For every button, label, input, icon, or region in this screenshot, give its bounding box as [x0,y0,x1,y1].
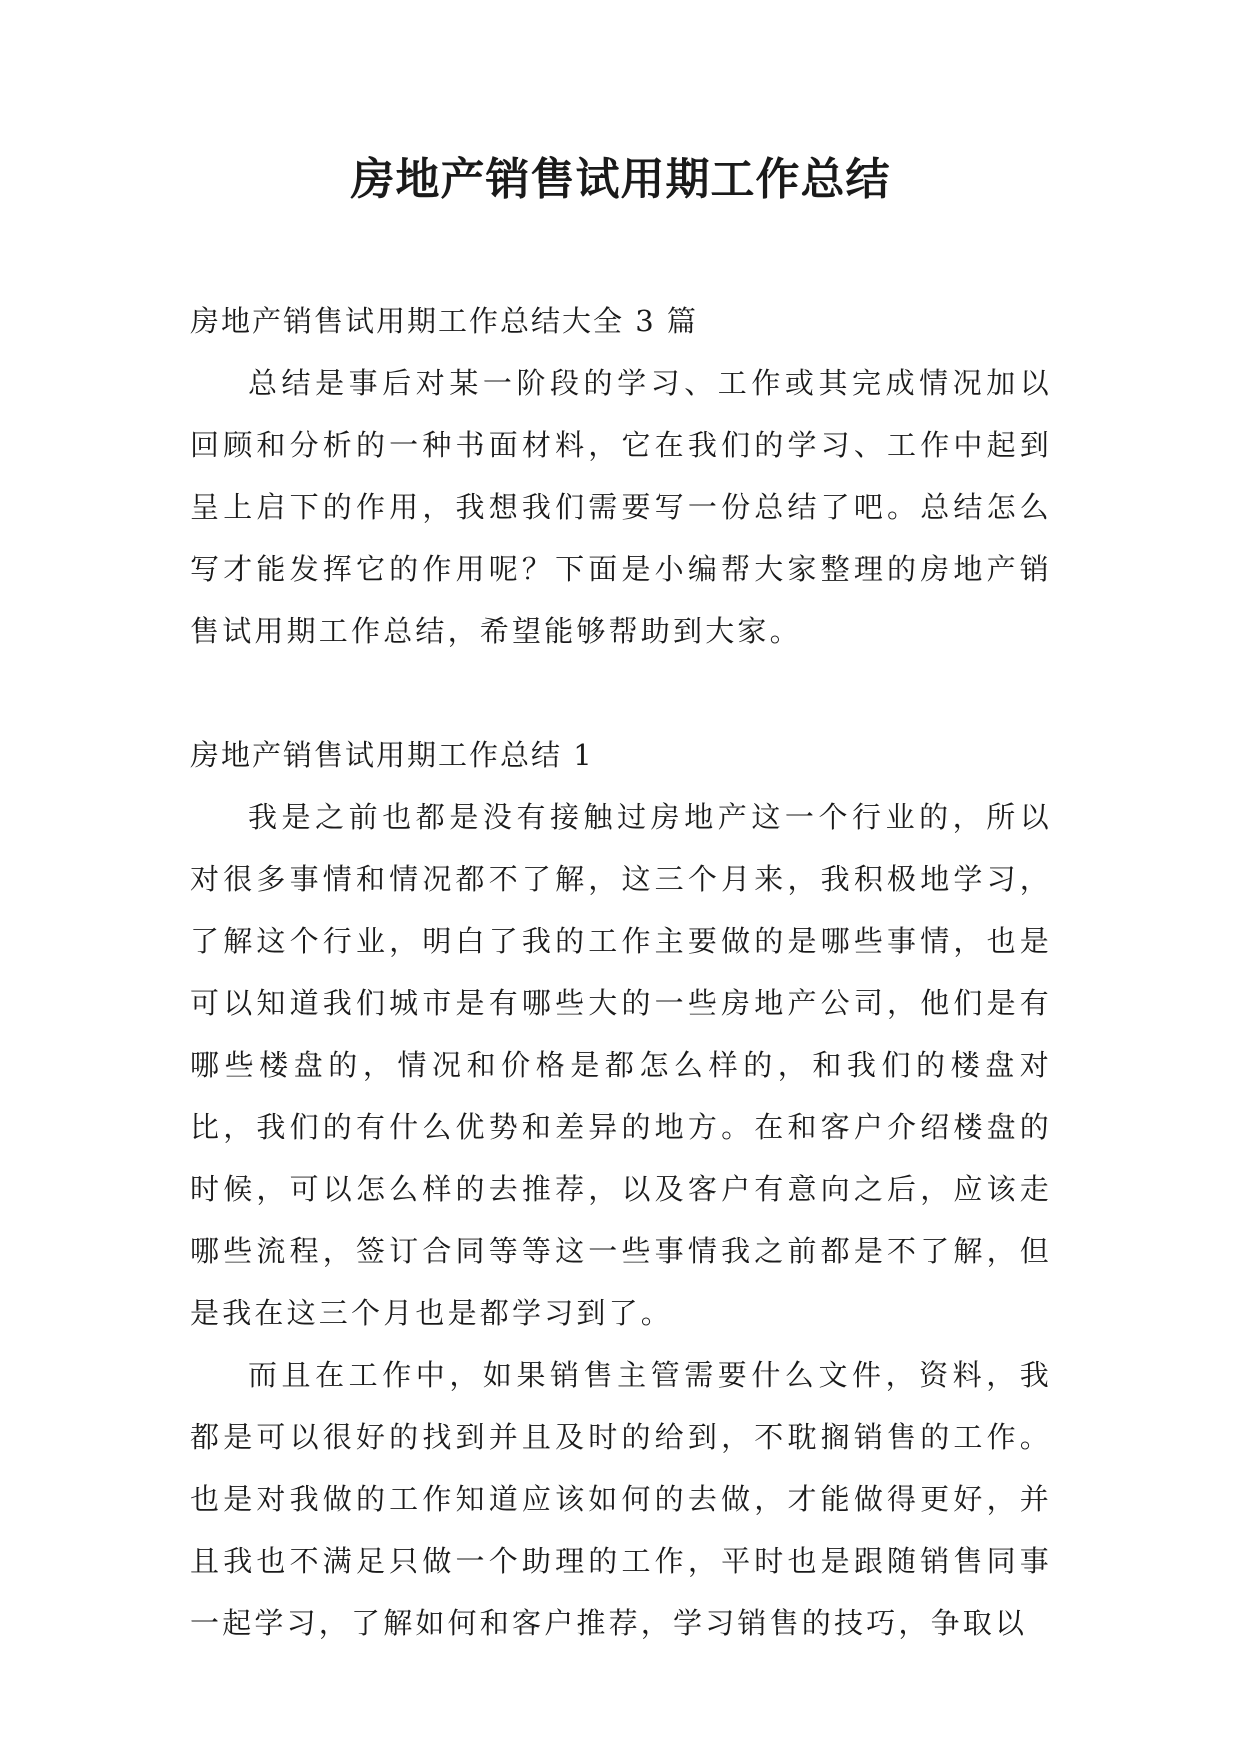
section-heading: 房地产销售试用期工作总结 1 [190,738,594,772]
section-paragraph-2: 而且在工作中，如果销售主管需要什么文件，资料，我都是可以很好的找到并且及时的给到，不耽搁销售的工作。也是对我做的工作知道应该如何的去做，才能做得更好，并且我也不满足只做一个助理的工作，平时也是跟随销售同事一起学习，了解如何和客户推荐，学习销售的技巧，争取以 [190,1358,1052,1640]
document-title: 房地产销售试用期工作总结 [350,154,891,205]
section-spacer [190,662,1052,724]
intro-paragraph: 总结是事后对某一阶段的学习、工作或其完成情况加以回顾和分析的一种书面材料，它在我们的学习、工作中起到呈上启下的作用，我想我们需要写一份总结了吧。总结怎么写才能发挥它的作用呢？下面是小编帮大家整理的房地产销售试用期工作总结，希望能够帮助到大家。 [190,366,1052,648]
document-subtitle: 房地产销售试用期工作总结大全 3 篇 [190,304,698,338]
document-body [190,290,1052,1654]
section-paragraph-1: 我是之前也都是没有接触过房地产这一个行业的，所以对很多事情和情况都不了解，这三个月来，我积极地学习，了解这个行业，明白了我的工作主要做的是哪些事情，也是可以知道我们城市是有哪些大的一些房地产公司，他们是有哪些楼盘的，情况和价格是都怎么样的，和我们的楼盘对比，我们的有什么优势和差异的地方。在和客户介绍楼盘的时候，可以怎么样的去推荐，以及客户有意向之后，应该走哪些流程，签订合同等等这一些事情我之前都是不了解，但是我在这三个月也是都学习到了。 [190,800,1052,1330]
